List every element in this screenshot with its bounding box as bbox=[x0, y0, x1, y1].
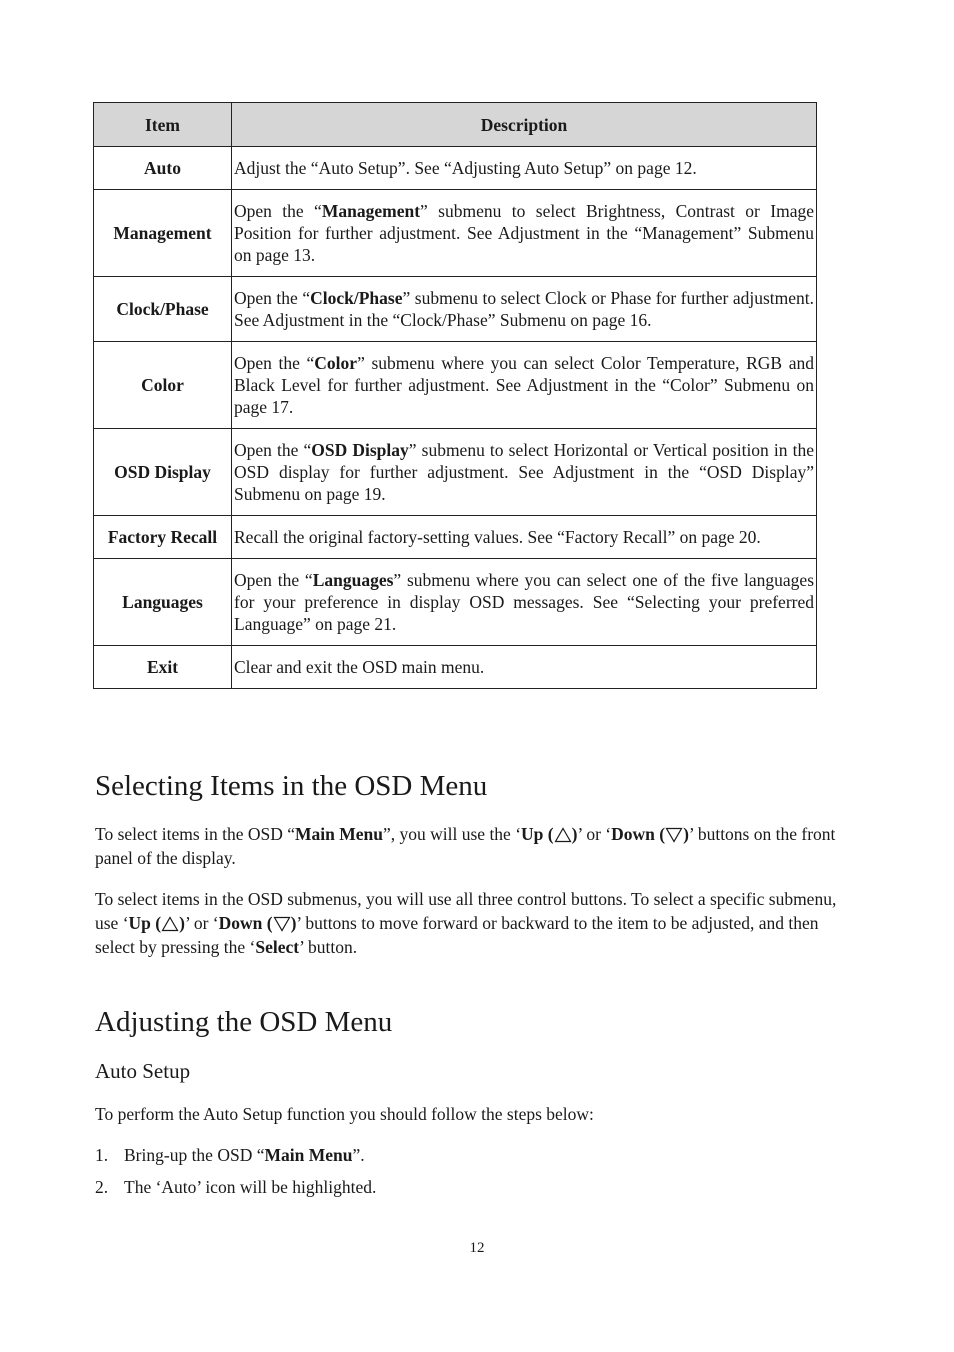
text-run: ’ or ‘ bbox=[184, 913, 219, 933]
selecting-paragraph-1 bbox=[95, 822, 855, 870]
text-run: Adjust the “Auto Setup”. See “Adjusting Auto Setup” on page 12. bbox=[234, 158, 697, 178]
list-number: 1. bbox=[95, 1145, 109, 1165]
bold-text: Main Menu bbox=[295, 824, 383, 844]
up-triangle-icon bbox=[554, 827, 572, 843]
down-triangle-icon bbox=[273, 916, 291, 932]
text-run: Open the “ bbox=[234, 201, 322, 221]
bold-text: Up ( bbox=[521, 824, 554, 844]
bold-text: ) bbox=[179, 913, 185, 933]
item-cell: Factory Recall bbox=[94, 516, 232, 559]
item-cell: Exit bbox=[94, 646, 232, 689]
text-run: ’ or ‘ bbox=[577, 824, 612, 844]
table-row bbox=[94, 559, 817, 646]
bold-text: Management bbox=[321, 201, 421, 221]
bold-text: Languages bbox=[312, 570, 394, 590]
item-cell: Languages bbox=[94, 559, 232, 646]
table-row bbox=[94, 190, 817, 277]
table-row bbox=[94, 646, 817, 689]
text-run: ”. bbox=[352, 1145, 365, 1165]
table-header-row bbox=[94, 103, 817, 147]
bold-text: Main Menu bbox=[264, 1145, 353, 1165]
text-run: Open the “ bbox=[234, 440, 312, 460]
column-header-description: Description bbox=[232, 103, 817, 147]
description-cell bbox=[232, 277, 817, 342]
description-cell bbox=[232, 516, 817, 559]
up-triangle-icon bbox=[161, 916, 179, 932]
bold-text: Up ( bbox=[128, 913, 162, 933]
text-run: ” submenu to select Brightness, Contrast or Image Position for further adjustment. See Adjustment in the “Management” Submenu on page 13. bbox=[234, 201, 814, 265]
selecting-paragraph-2 bbox=[95, 887, 855, 959]
list-number: 2. bbox=[95, 1177, 109, 1197]
bold-text: Down ( bbox=[611, 824, 666, 844]
description-cell bbox=[232, 429, 817, 516]
bold-text: ) bbox=[683, 824, 689, 844]
page-number: 12 bbox=[469, 1240, 485, 1256]
text-run: ” submenu to select Clock or Phase for further adjustment. See Adjustment in the “Clock/Phase” Submenu on page 16. bbox=[234, 288, 814, 330]
text-run: Clear and exit the OSD main menu. bbox=[234, 657, 485, 677]
section-title-adjusting: Adjusting the OSD Menu bbox=[95, 1006, 393, 1038]
description-cell bbox=[232, 559, 817, 646]
item-cell: Color bbox=[94, 342, 232, 429]
text-run: To select items in the OSD submenus, you will use all three control buttons. To select a specific submenu, use ‘ bbox=[95, 889, 837, 933]
text-run: Bring-up the OSD “ bbox=[124, 1145, 265, 1165]
text-run: ”, you will use the ‘ bbox=[383, 824, 522, 844]
auto-setup-intro: To perform the Auto Setup function you should follow the steps below: bbox=[95, 1104, 594, 1124]
text-run: The ‘Auto’ icon will be highlighted. bbox=[124, 1177, 377, 1197]
text-run: ” submenu where you can select Color Temperature, RGB and Black Level for further adjustment. See Adjustment in the “Color” Submenu on page 17. bbox=[234, 353, 814, 417]
text-run: Open the “ bbox=[234, 570, 313, 590]
item-cell: OSD Display bbox=[94, 429, 232, 516]
bold-text: ) bbox=[571, 824, 578, 844]
section-title-selecting: Selecting Items in the OSD Menu bbox=[95, 770, 488, 802]
text-run: Open the “ bbox=[234, 288, 311, 308]
text-run: ” submenu to select Horizontal or Vertical position in the OSD display for further adjustment. See Adjustment in the “OSD Display” Submenu on page 19. bbox=[234, 440, 814, 504]
osd-menu-table bbox=[93, 102, 817, 689]
description-cell bbox=[232, 147, 817, 190]
table-row bbox=[94, 277, 817, 342]
bold-text: ) bbox=[290, 913, 297, 933]
description-cell bbox=[232, 342, 817, 429]
bold-text: OSD Display bbox=[311, 440, 409, 460]
table-body bbox=[94, 147, 817, 689]
text-run: ’ buttons on the front panel of the display. bbox=[95, 824, 836, 868]
bold-text: Down ( bbox=[218, 913, 273, 933]
bold-text: Color bbox=[314, 353, 358, 373]
text-run: ’ button. bbox=[299, 937, 358, 957]
item-cell: Management bbox=[94, 190, 232, 277]
down-triangle-icon bbox=[665, 827, 683, 843]
description-cell bbox=[232, 190, 817, 277]
table-row bbox=[94, 342, 817, 429]
table-row bbox=[94, 516, 817, 559]
description-cell bbox=[232, 646, 817, 689]
table-row bbox=[94, 429, 817, 516]
text-run: Open the “ bbox=[234, 353, 315, 373]
text-run: Recall the original factory-setting values. See “Factory Recall” on page 20. bbox=[234, 527, 761, 547]
column-header-item: Item bbox=[94, 103, 232, 147]
text-run: ’ buttons to move forward or backward to the item to be adjusted, and then select by pressing the ‘ bbox=[95, 913, 819, 957]
bold-text: Clock/Phase bbox=[310, 288, 403, 308]
subsection-title-auto-setup: Auto Setup bbox=[95, 1059, 191, 1083]
item-cell: Auto bbox=[94, 147, 232, 190]
list-item-step-2 bbox=[95, 1175, 376, 1199]
text-run: ” submenu where you can select one of the five languages for your preference in display OSD messages. See “Selecting your preferred Language” on page 21. bbox=[234, 570, 815, 634]
bold-text: Select bbox=[255, 937, 300, 957]
table-row bbox=[94, 147, 817, 190]
list-item-step-1 bbox=[95, 1143, 365, 1167]
text-run: To select items in the OSD “ bbox=[95, 824, 295, 844]
item-cell: Clock/Phase bbox=[94, 277, 232, 342]
